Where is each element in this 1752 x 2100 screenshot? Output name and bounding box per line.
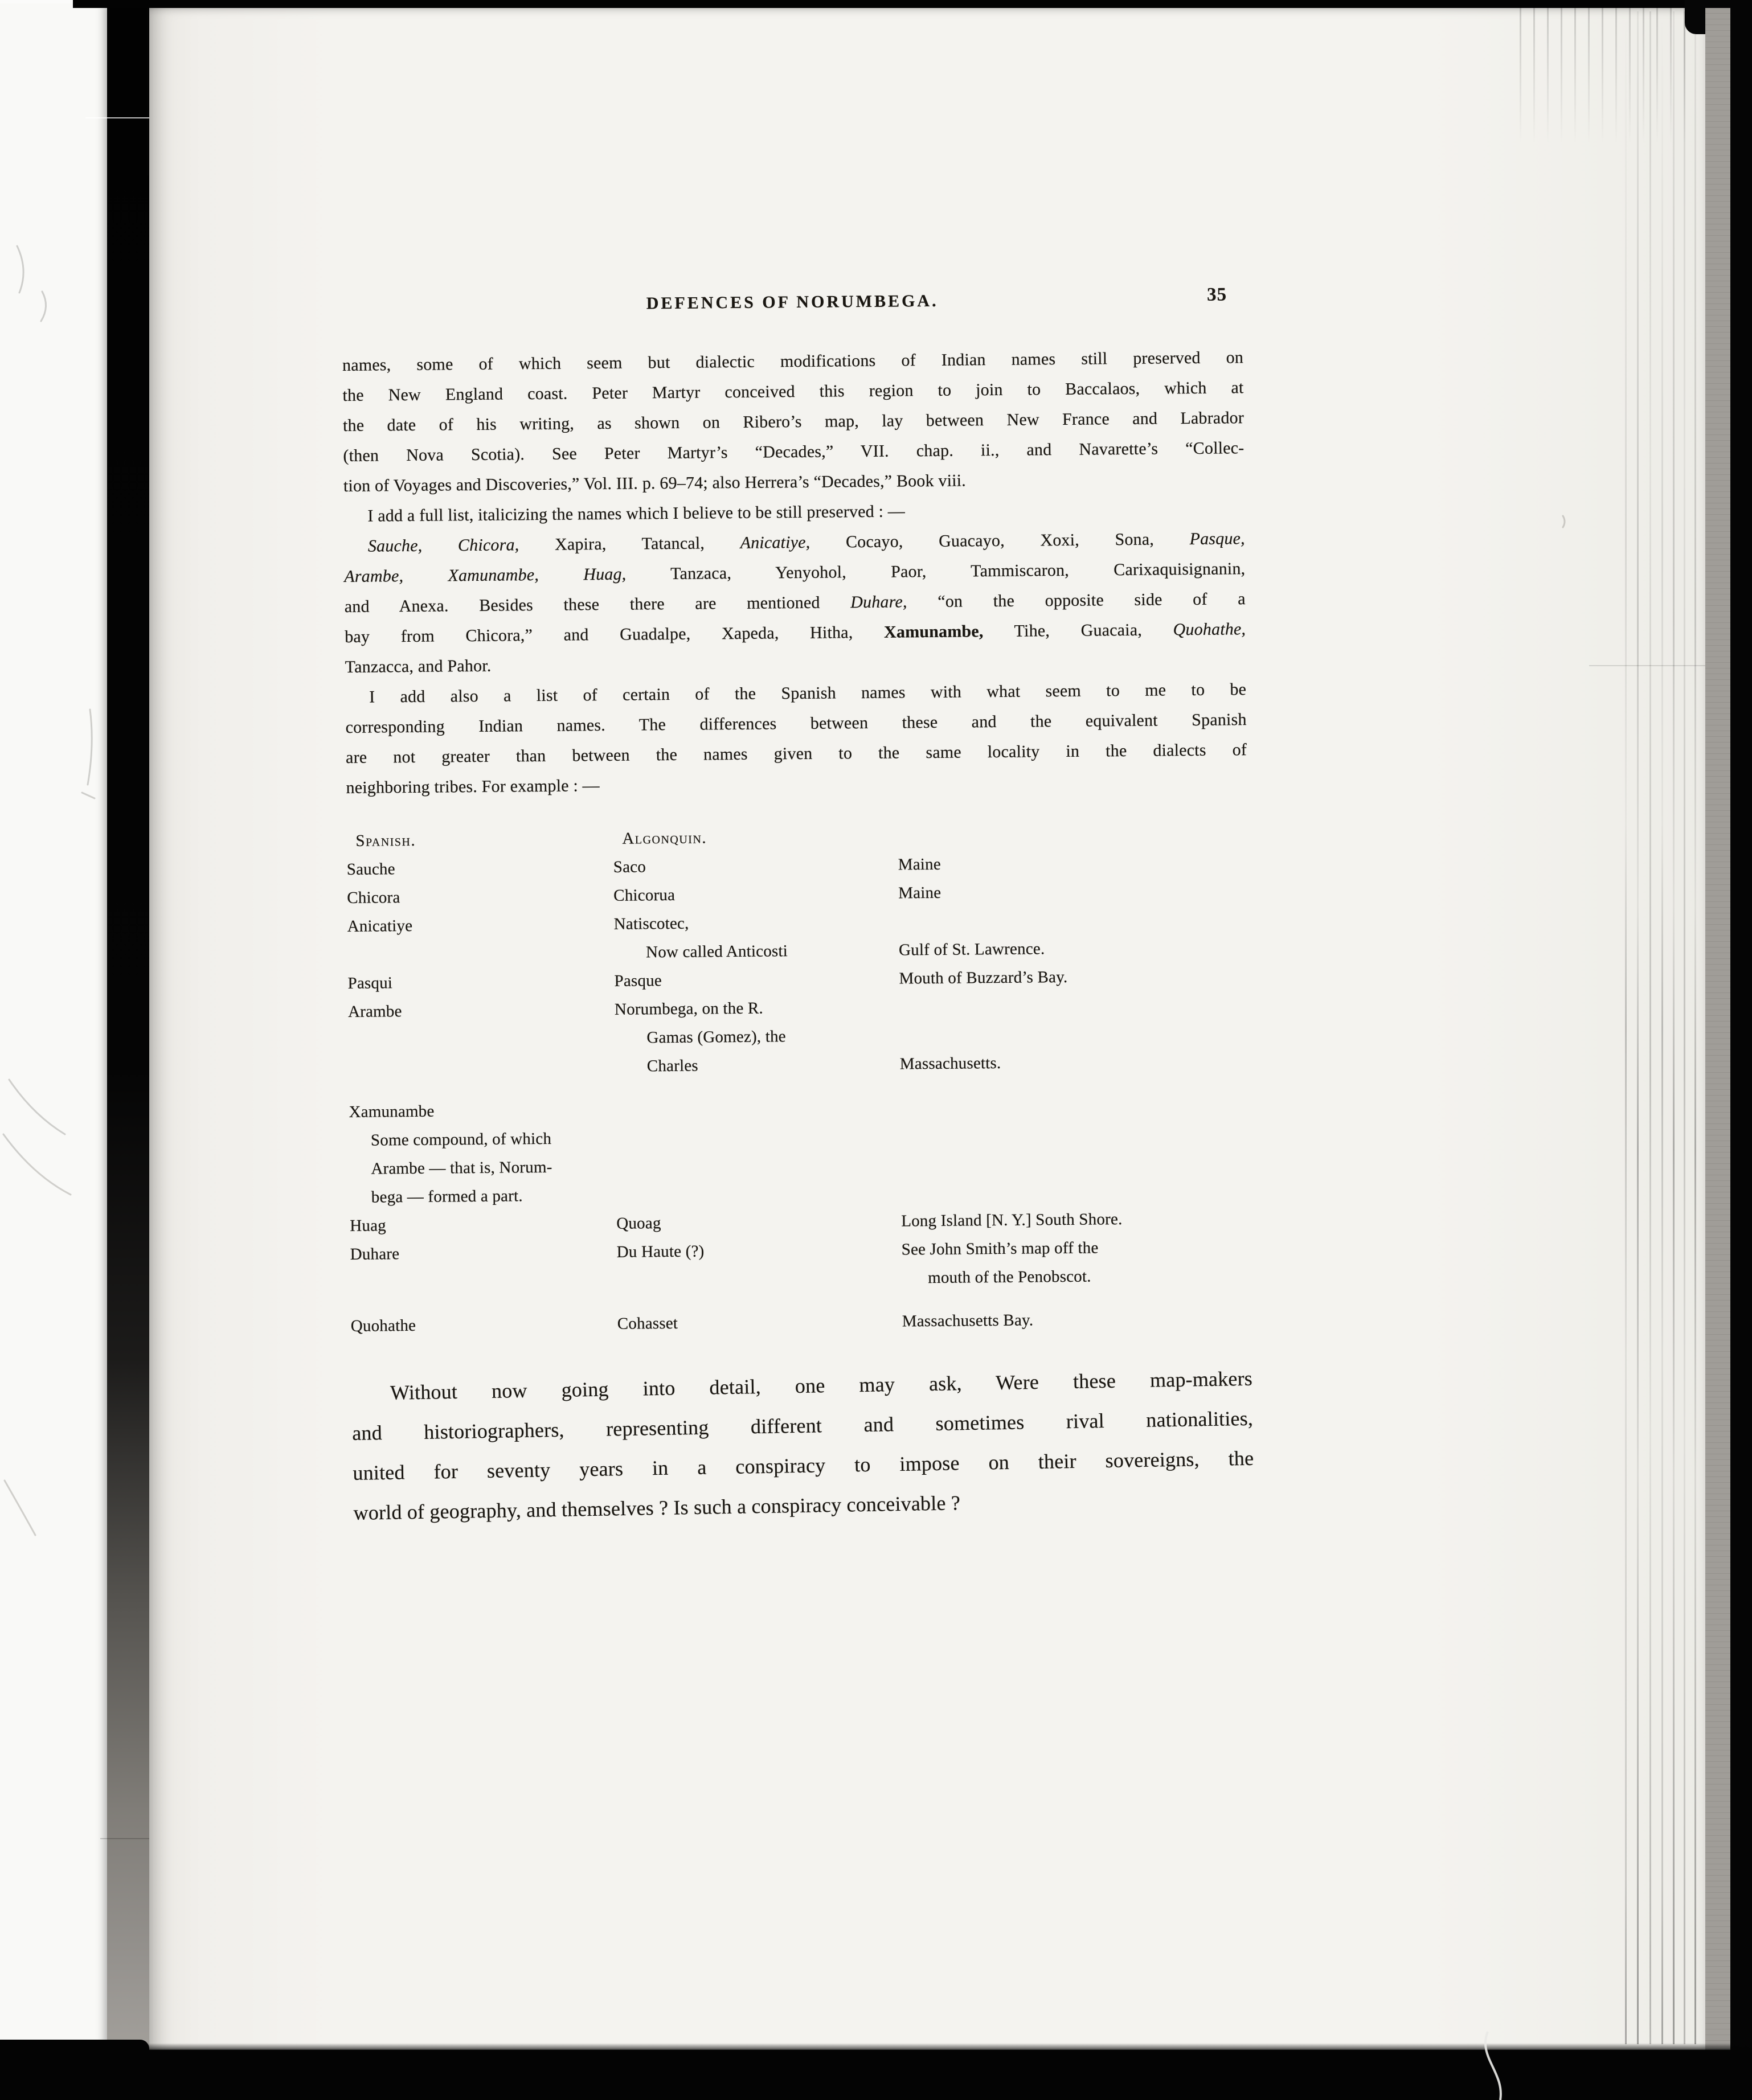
table-line: Quoag: [616, 1214, 661, 1233]
page-number: 35: [1206, 284, 1227, 305]
table-line: Arambe — that is, Norum-: [371, 1158, 552, 1178]
table-line: Norumbega, on the R.: [614, 999, 764, 1019]
text-line: (then Nova Scotia). See Peter Martyr’s “Decades,” VII. chap. ii., and Navarette’s “Collec-: [343, 438, 1245, 465]
table-line: Mouth of Buzzard’s Bay.: [899, 967, 1068, 988]
table-line: Du Haute (?): [616, 1242, 705, 1261]
text-line: neighboring tribes. For example : —: [346, 776, 600, 797]
table-line: See John Smith’s map off the: [901, 1238, 1099, 1259]
text-line: I add a full list, italicizing the names which I believe to be still preserved : —: [367, 502, 906, 526]
table-line: Spanish.: [355, 831, 416, 850]
table-line: mouth of the Penobscot.: [927, 1267, 1091, 1287]
text-line: world of geography, and themselves ? Is such a conspiracy conceivable ?: [353, 1491, 961, 1524]
table-line: Massachusetts Bay.: [902, 1311, 1034, 1331]
scan-thread-artifact: [1458, 2025, 1549, 2100]
table-line: bega — formed a part.: [371, 1187, 523, 1207]
table-line: Pasque: [614, 971, 662, 990]
table-line: Huag: [350, 1216, 387, 1235]
text-line: the New England coast. Peter Martyr conceived this region to join to Baccalaos, which at: [342, 378, 1244, 405]
table-line: Natiscotec,: [613, 914, 689, 933]
text-line: Sauche, Chicora, Xapira, Tatancal, Anicatiye, Cocayo, Guacayo, Xoxi, Sona, Pasque,: [367, 529, 1245, 556]
text-line: and historiographers, representing different and sometimes rival nationalities,: [351, 1406, 1254, 1445]
table-line: Algonquin.: [622, 828, 707, 848]
text-line: Tanzacca, and Pahor.: [345, 656, 492, 676]
text-line: corresponding Indian names. The differences between these and the equivalent Spanish: [345, 710, 1247, 737]
table-line: Maine: [898, 855, 942, 874]
text-line: are not greater than between the names given to the same locality in the dialects of: [345, 740, 1247, 767]
text-line: Arambe, Xamunambe, Huag, Tanzaca, Yenyohol, Paor, Tammiscaron, Carixaquisignanin,: [344, 559, 1246, 586]
text-line: Without now going into detail, one may ask, Were these map-makers: [390, 1367, 1253, 1404]
table-line: Sauche: [346, 860, 395, 879]
table-line: Duhare: [350, 1245, 400, 1264]
table-line: Arambe: [347, 1002, 402, 1021]
table-line: Gulf of St. Lawrence.: [898, 940, 1045, 959]
table-line: Long Island [N. Y.] South Shore.: [901, 1210, 1123, 1231]
table-line: Gamas (Gomez), the: [646, 1027, 786, 1047]
table-line: Maine: [898, 883, 942, 903]
page-title: DEFENCES OF NORUMBEGA.: [646, 291, 939, 313]
table-line: Cohasset: [617, 1314, 678, 1333]
text-line: bay from Chicora,” and Guadalpe, Xapeda, Hitha, Xamunambe, Tihe, Guacaia, Quohathe,: [345, 620, 1246, 646]
text-line: the date of his writing, as shown on Ribero’s map, lay between New France and Labrador: [342, 408, 1245, 435]
table-line: Now called Anticosti: [645, 942, 788, 962]
table-line: Chicorua: [613, 885, 676, 905]
table-line: Some compound, of which: [370, 1129, 552, 1150]
text-line: and Anexa. Besides these there are mentioned Duhare, “on the opposite side of a: [344, 589, 1246, 616]
table-line: Quohathe: [350, 1316, 416, 1335]
table-line: Massachusetts.: [899, 1053, 1001, 1073]
table-line: Chicora: [347, 888, 400, 907]
text-line: names, some of which seem but dialectic modifications of Indian names still preserved on: [342, 348, 1244, 375]
table-line: Anicatiye: [347, 916, 413, 936]
table-line: Pasqui: [347, 974, 393, 992]
table-line: Charles: [646, 1056, 698, 1076]
text-line: united for seventy years in a conspiracy to impose on their sovereigns, the: [353, 1446, 1254, 1484]
text-line: tion of Voyages and Discoveries,” Vol. III. p. 69–74; also Herrera’s “Decades,” Book viii.: [343, 471, 967, 495]
table-line: Saco: [613, 858, 646, 876]
table-line: Xamunambe: [349, 1102, 435, 1121]
text-line: I add also a list of certain of the Spanish names with what seem to me to be: [369, 680, 1247, 707]
